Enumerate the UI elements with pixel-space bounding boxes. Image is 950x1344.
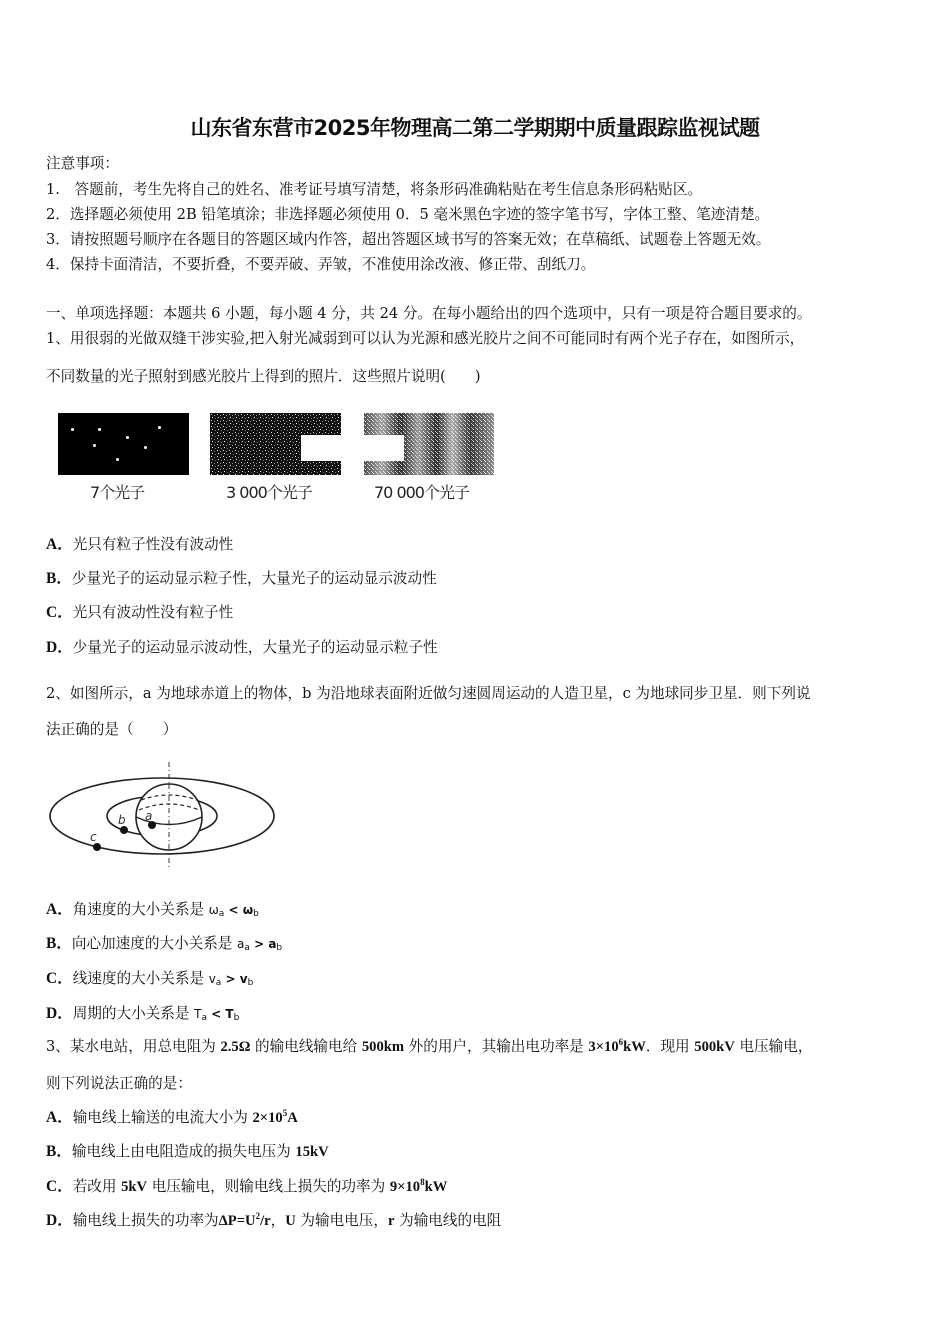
q3-option-c[interactable]: C．若改用 5kV 电压输电，则输电线上损失的功率为 $9\times 10^8kW$ <box>46 1177 448 1195</box>
notice-item-4: 4．保持卡面清洁，不要折叠，不要弄破、弄皱，不准使用涂改液、修正带、刮纸刀。 <box>46 256 596 273</box>
q3-option-b[interactable]: B．输电线上由电阻造成的损失电压为 15kV <box>46 1143 329 1160</box>
question-3-stem-line2: 则下列说法正确的是： <box>46 1075 192 1092</box>
photo-caption-1: 7个光子 <box>90 483 145 502</box>
q2-option-b[interactable]: B．向心加速度的大小关系是 $a_a > a_b$ <box>46 935 283 953</box>
section-heading: 一、单项选择题：本题共 6 小题，每小题 4 分，共 24 分。在每小题给出的四个选项中，只有一项是符合题目要求的。 <box>46 305 812 322</box>
photo-70000-photons <box>364 413 494 475</box>
photo-7-photons <box>58 413 189 475</box>
photo-caption-3: 70 000个光子 <box>374 483 469 502</box>
notice-item-3: 3．请按照题号顺序在各题目的答题区域内作答，超出答题区域书写的答案无效；在草稿纸、试题卷上答题无效。 <box>46 231 771 248</box>
q3-option-a[interactable]: A．输电线上输送的电流大小为 $2\times 10^5A$ <box>46 1108 298 1126</box>
orbit-diagram <box>44 760 294 872</box>
q2-option-c[interactable]: C．线速度的大小关系是 $v_a > v_b$ <box>46 970 254 988</box>
label-c: c <box>90 830 97 844</box>
q3-option-d[interactable]: D．输电线上损失的功率为$\Delta P=U^2/r$，U 为输电电压，r 为输电线的电阻 <box>46 1211 502 1229</box>
question-2-stem-line2: 法正确的是（ ） <box>46 721 178 738</box>
q2-option-a[interactable]: A．角速度的大小关系是 $\omega_a < \omega_b$ <box>46 901 259 919</box>
q1-option-b[interactable]: B．少量光子的运动显示粒子性，大量光子的运动显示波动性 <box>46 570 437 587</box>
q1-option-c[interactable]: C．光只有波动性没有粒子性 <box>46 604 234 621</box>
notice-item-2: 2．选择题必须使用 2B 铅笔填涂；非选择题必须使用 0．5 毫米黑色字迹的签字笔书写，字体工整、笔迹清楚。 <box>46 206 770 223</box>
photo-caption-2: 3 000个光子 <box>226 483 312 502</box>
q1-option-a[interactable]: A．光只有粒子性没有波动性 <box>46 536 234 553</box>
photo-3000-photons <box>210 413 341 475</box>
notice-heading: 注意事项： <box>46 155 119 172</box>
label-a: a <box>145 809 153 823</box>
question-2-stem-line1: 2、如图所示，a 为地球赤道上的物体，b 为沿地球表面附近做匀速圆周运动的人造卫星，c 为地球同步卫星．则下列说 <box>46 685 811 702</box>
label-b: b <box>118 813 126 827</box>
page-title: 山东省东营市2025年物理高二第二学期期中质量跟踪监视试题 <box>190 116 760 140</box>
q1-option-d[interactable]: D．少量光子的运动显示波动性，大量光子的运动显示粒子性 <box>46 639 438 656</box>
q2-option-d[interactable]: D．周期的大小关系是 $T_a < T_b$ <box>46 1005 240 1023</box>
question-1-stem-line2: 不同数量的光子照射到感光胶片上得到的照片．这些照片说明( ) <box>46 368 481 385</box>
question-1-stem-line1: 1、用很弱的光做双缝干涉实验,把入射光减弱到可以认为光源和感光胶片之间不可能同时有两个光子存在，如图所示， <box>46 330 805 347</box>
notice-item-1: 1. 答题前，考生先将自己的姓名、准考证号填写清楚，将条形码准确粘贴在考生信息条形码粘贴区。 <box>46 181 703 198</box>
question-3-stem-line1: 3、某水电站，用总电阻为 2.5Ω 的输电线输电给 500km 外的用户，其输出电功率是 $3\times 10^6kW$．现用 500kV 电压输电， <box>46 1037 813 1055</box>
